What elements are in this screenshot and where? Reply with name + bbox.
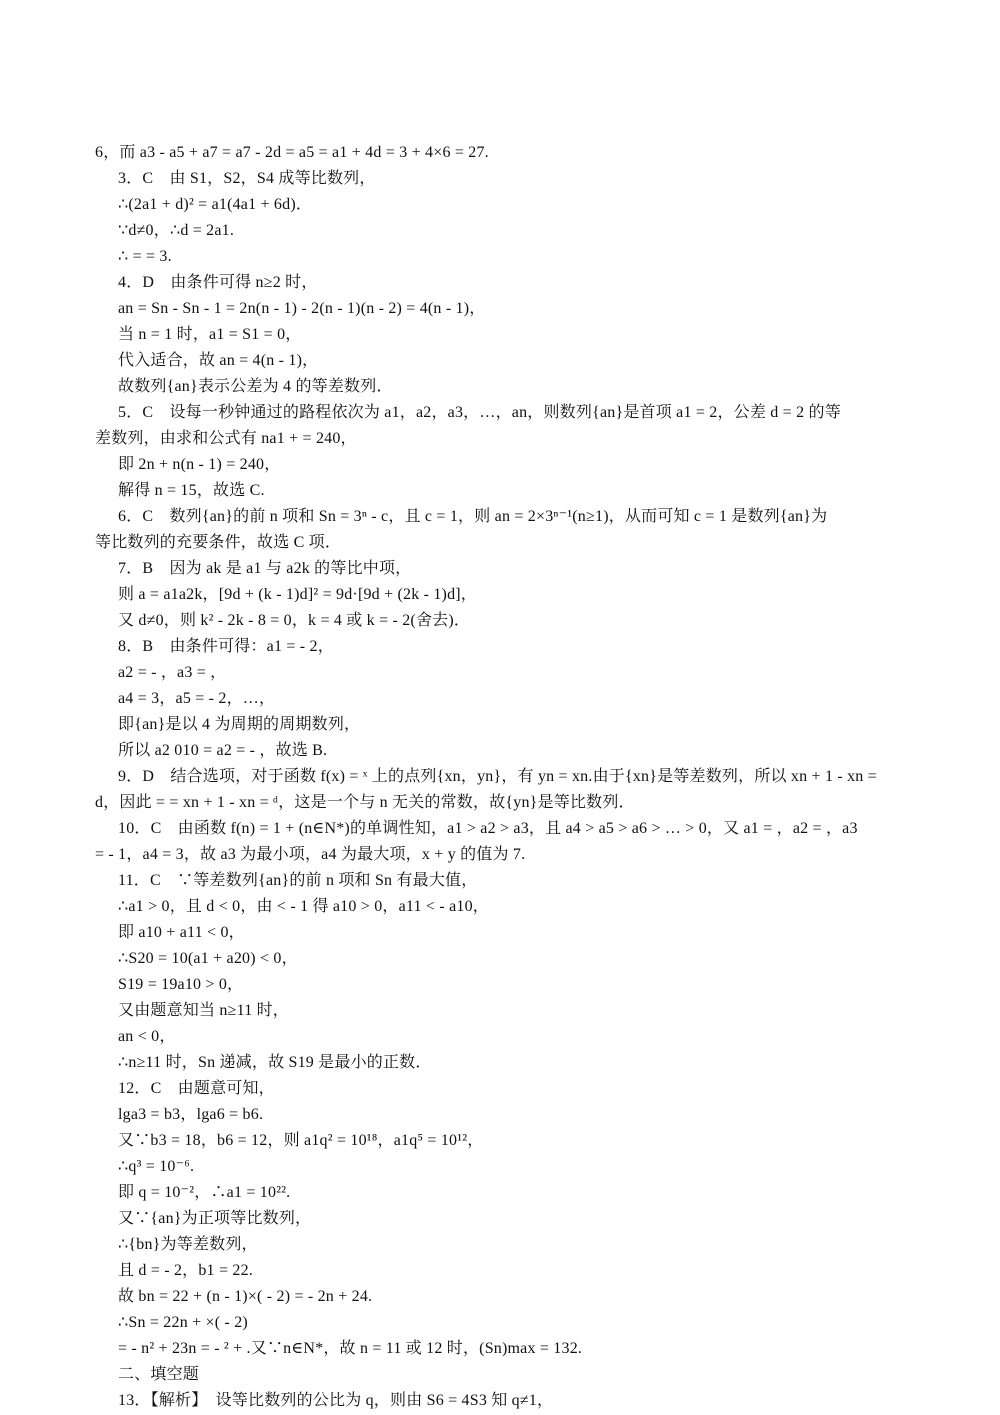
text-line: 3．C 由 S1，S2，S4 成等比数列， — [118, 170, 376, 187]
text-line: 11．C ∵等差数列{an}的前 n 项和 Sn 有最大值， — [118, 872, 478, 889]
text-line: S19 = 19a10 > 0， — [118, 976, 244, 993]
text-line: 所以 a2 010 = a2 = - ，故选 B. — [118, 742, 328, 759]
text-line: 即 2n + n(n - 1) = 240， — [118, 456, 281, 473]
text-line: = - 1，a4 = 3，故 a3 为最小项，a4 为最大项，x + y 的值为 7. — [95, 846, 526, 863]
text-line: 又 d≠0，则 k² - 2k - 8 = 0，k = 4 或 k = - 2(舍去)． — [118, 612, 471, 629]
text-line: 即 q = 10⁻²，∴a1 = 10²². — [118, 1184, 291, 1201]
text-line: 则 a = a1a2k，[9d + (k - 1)d]² = 9d·[9d + (2k - 1)d]， — [118, 586, 478, 603]
text-line: 6，而 a3 - a5 + a7 = a7 - 2d = a5 = a1 + 4d = 3 + 4×6 = 27. — [95, 144, 489, 161]
text-line: 代入适合，故 an = 4(n - 1)， — [118, 352, 319, 369]
text-line: 4．D 由条件可得 n≥2 时， — [118, 274, 318, 291]
text-line: ∴q³ = 10⁻⁶. — [118, 1158, 195, 1175]
text-line: 又∵b3 = 18，b6 = 12，则 a1q² = 10¹⁸，a1q⁵ = 10¹²， — [118, 1132, 484, 1149]
text-line: 故 bn = 22 + (n - 1)×( - 2) = - 2n + 24. — [118, 1288, 373, 1305]
text-line: lga3 = b3，lga6 = b6. — [118, 1106, 264, 1123]
text-line: d，因此 = = xn + 1 - xn = ᵈ，这是一个与 n 无关的常数，故{yn}是等比数列． — [95, 794, 635, 811]
text-line: 又由题意知当 n≥11 时， — [118, 1002, 289, 1019]
section-heading: 二、填空题 — [118, 1366, 200, 1383]
text-line: ∵d≠0，∴d = 2a1. — [118, 222, 235, 239]
text-line: ∴Sn = 22n + ×( - 2) — [118, 1314, 248, 1331]
text-line: 等比数列的充要条件，故选 C 项． — [95, 534, 342, 551]
text-line: ∴ = = 3. — [118, 248, 172, 265]
text-line: 即 a10 + a11 < 0， — [118, 924, 245, 941]
text-line: a4 = 3，a5 = - 2，…， — [118, 690, 276, 707]
text-line: 6．C 数列{an}的前 n 项和 Sn = 3ⁿ - c，且 c = 1，则 an = 2×3ⁿ⁻¹(n≥1)，从而可知 c = 1 是数列{an}为 — [118, 508, 828, 525]
text-line: a2 = - ，a3 = ， — [118, 664, 227, 681]
text-line: 即{an}是以 4 为周期的周期数列， — [118, 716, 361, 733]
text-line: 7．B 因为 ak 是 a1 与 a2k 的等比中项， — [118, 560, 412, 577]
text-line: 12．C 由题意可知， — [118, 1080, 275, 1097]
text-line: 当 n = 1 时，a1 = S1 = 0， — [118, 326, 302, 343]
text-line: 又∵{an}为正项等比数列， — [118, 1210, 312, 1227]
text-line: 8．B 由条件可得：a1 = - 2， — [118, 638, 334, 655]
text-line: ∴(2a1 + d)² = a1(4a1 + 6d)． — [118, 196, 313, 213]
text-line: 5．C 设每一秒钟通过的路程依次为 a1，a2，a3，…，an，则数列{an}是首项 a1 = 2，公差 d = 2 的等 — [118, 404, 841, 421]
text-line: 差数列，由求和公式有 na1 + = 240， — [95, 430, 357, 447]
text-line: ∴n≥11 时，Sn 递减，故 S19 是最小的正数． — [118, 1054, 432, 1071]
text-line: ∴S20 = 10(a1 + a20) < 0， — [118, 950, 298, 967]
text-line: 9．D 结合选项，对于函数 f(x) = ˣ 上的点列{xn，yn}，有 yn = xn.由于{xn}是等差数列，所以 xn + 1 - xn = — [118, 768, 877, 785]
text-line: 故数列{an}表示公差为 4 的等差数列． — [118, 378, 393, 395]
text-line: 解得 n = 15，故选 C. — [118, 482, 265, 499]
text-line: ∴a1 > 0，且 d < 0，由 < - 1 得 a10 > 0，a11 < - a10， — [118, 898, 489, 915]
text-line: 且 d = - 2，b1 = 22. — [118, 1262, 253, 1279]
text-line: an = Sn - Sn - 1 = 2n(n - 1) - 2(n - 1)(n - 2) = 4(n - 1)， — [118, 300, 486, 317]
text-line: an < 0， — [118, 1028, 176, 1045]
text-line: 10．C 由函数 f(n) = 1 + (n∈N*)的单调性知，a1 > a2 > a3，且 a4 > a5 > a6 > … > 0，又 a1 = ，a2 = ，a3 — [118, 820, 858, 837]
text-line: ∴{bn}为等差数列， — [118, 1236, 258, 1253]
text-line: = - n² + 23n = - ² + .又∵n∈N*，故 n = 11 或 12 时，(Sn)max = 132. — [118, 1340, 583, 1357]
text-line: 13．【解析】 设等比数列的公比为 q，则由 S6 = 4S3 知 q≠1， — [118, 1392, 554, 1409]
